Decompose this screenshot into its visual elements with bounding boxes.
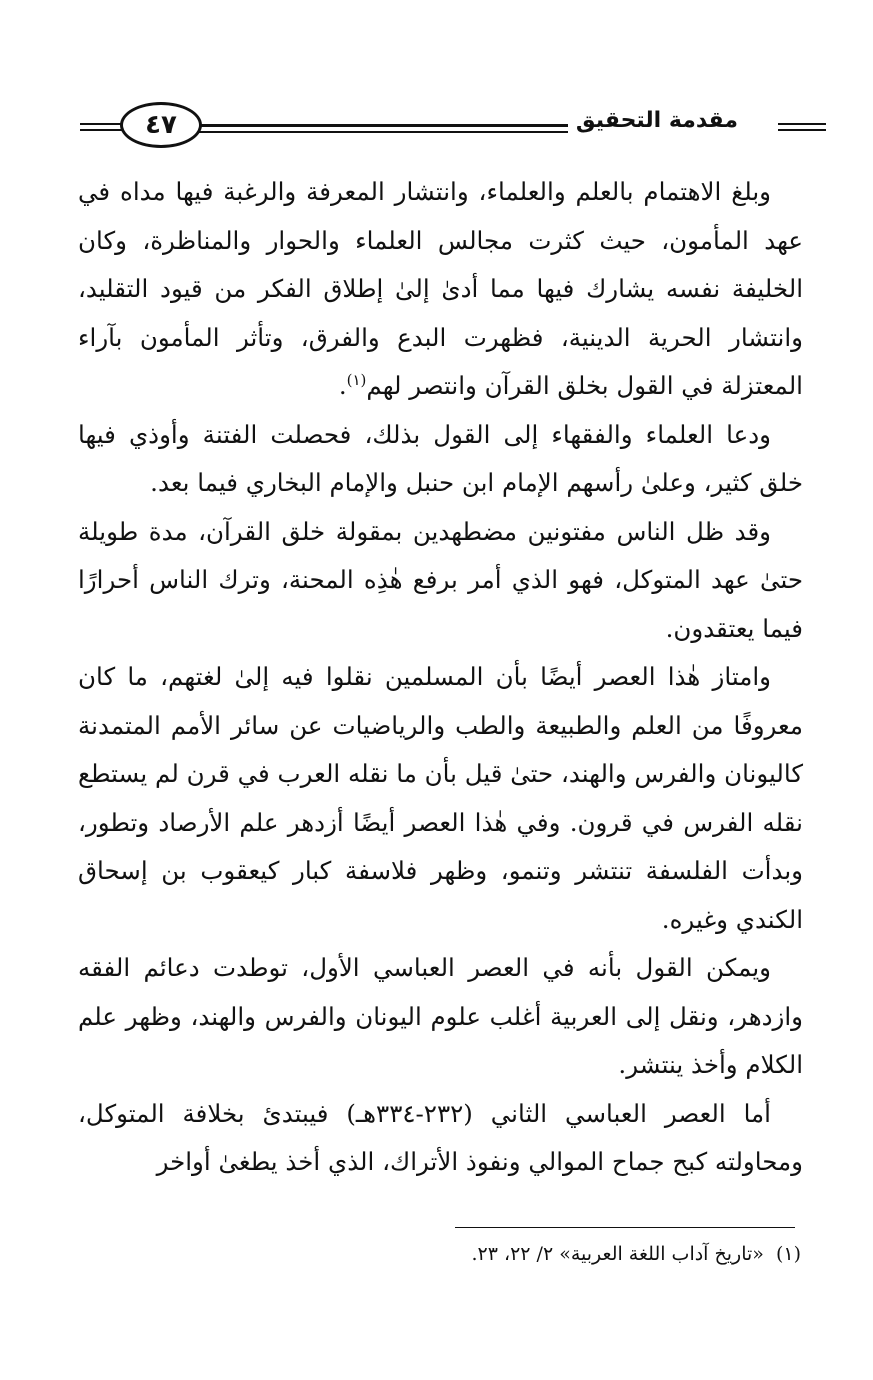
paragraph-text: وبلغ الاهتمام بالعلم والعلماء، وانتشار المعرفة والرغبة فيها مداه في عهد المأمون، حيث كثرت مجالس العلماء والحوار والمناظرة، وكان الخليفة نفسه يشارك فيها مما أدىٰ إلىٰ إطلاق الفكر من قيود التقليد، وانتشار الحرية الدينية، فظهرت البدع والفرق، وتأثر المأمون بآراء المعتزلة في القول بخلق القرآن وانتصر لهم <box>78 177 803 400</box>
paragraph-text: وامتاز هٰذا العصر أيضًا بأن المسلمين نقلوا فيه إلىٰ لغتهم، ما كان معروفًا من العلم والطبيعة والطب والرياضيات عن سائر الأمم المتمدنة كاليونان والفرس والهند، حتىٰ قيل بأن ما نقله العرب في قرن لم يستطع نقله الفرس في قرون. وفي هٰذا العصر أيضًا أزدهر علم الأرصاد وتطور، وبدأت الفلسفة تنتشر وتنمو، وظهر فلاسفة كبار كيعقوب بن إسحاق الكندي وغيره. <box>78 662 803 934</box>
paragraph-text: أما العصر العباسي الثاني (٢٣٢-٣٣٤هـ) فيبتدئ بخلافة المتوكل، ومحاولته كبح جماح الموالي ونفوذ الأتراك، الذي أخذ يطغىٰ أواخر <box>78 1098 803 1176</box>
paragraph <box>78 653 803 944</box>
paragraph <box>78 168 803 411</box>
header-rule <box>778 129 826 131</box>
paragraph-text: ويمكن القول بأنه في العصر العباسي الأول، توطدت دعائم الفقه وازدهر، ونقل إلى العربية أغلب علوم اليونان والفرس والهند، وظهر علم الكلام وأخذ ينتشر. <box>78 953 803 1079</box>
paragraph <box>78 944 803 1090</box>
header-rule <box>778 123 826 125</box>
page-number: ٤٧ <box>120 102 202 148</box>
footnote <box>471 1237 801 1271</box>
paragraph <box>78 411 803 508</box>
paragraph-tail: . <box>338 371 347 400</box>
footnote-number: (١) <box>775 1243 801 1265</box>
running-title: مقدمة التحقيق <box>568 108 746 133</box>
paragraph <box>78 1090 803 1187</box>
body-text <box>78 168 803 1187</box>
paragraph <box>78 508 803 654</box>
footnote-separator <box>455 1227 795 1228</box>
footnote-reference: (١) <box>346 370 367 389</box>
page-header <box>80 96 808 160</box>
paragraph-text: ودعا العلماء والفقهاء إلى القول بذلك، فحصلت الفتنة وأوذي فيها خلق كثير، وعلىٰ رأسهم الإمام ابن حنبل والإمام البخاري فيما بعد. <box>78 419 803 497</box>
paragraph-text: وقد ظل الناس مفتونين مضطهدين بمقولة خلق القرآن، مدة طويلة حتىٰ عهد المتوكل، فهو الذي أمر برفع هٰذِه المحنة، وترك الناس أحرارًا فيما يعتقدون. <box>78 516 803 643</box>
footnote-text: «تاريخ آداب اللغة العربية» ٢/ ٢٢، ٢٣. <box>471 1243 764 1265</box>
